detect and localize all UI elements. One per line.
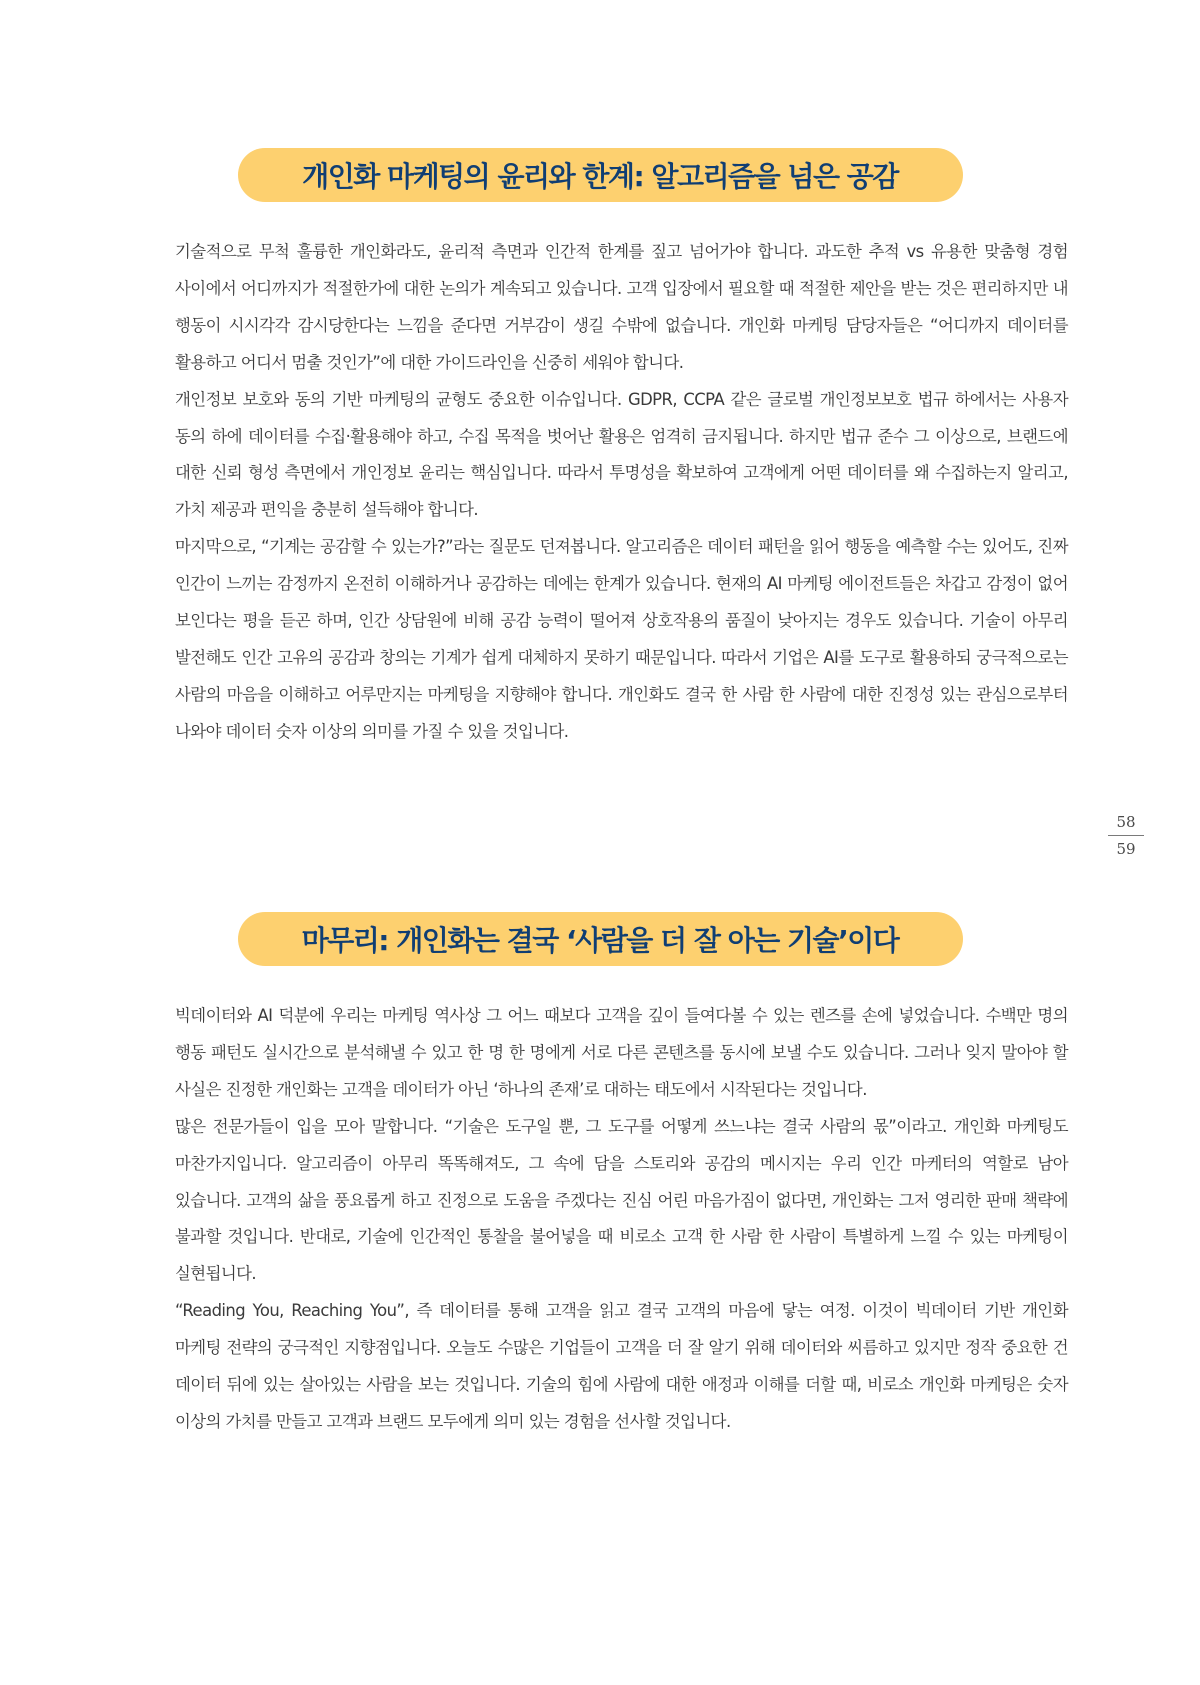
section-body xyxy=(175,234,1068,751)
body-paragraph: 기술적으로 무척 훌륭한 개인화라도, 윤리적 측면과 인간적 한계를 짚고 넘어가야 합니다. 과도한 추적 vs 유용한 맞춤형 경험 사이에서 어디까지가 적절한가에 대한 논의가 계속되고 있습니다. 고객 입장에서 필요할 때 적절한 제안을 받는 것은 편리하지만 내 행동이 시시각각 감시당한다는 느낌을 준다면 거부감이 생길 수밖에 없습니다. 개인화 마케팅 담당자들은 “어디까지 데이터를 활용하고 어디서 멈출 것인가”에 대한 가이드라인을 신중히 세워야 합니다. xyxy=(175,242,1068,372)
page-number-left: 58 xyxy=(1116,813,1136,831)
section-conclusion xyxy=(0,912,1200,1441)
page-number-divider xyxy=(1108,835,1144,836)
section-title: 개인화 마케팅의 윤리와 한계: 알고리즘을 넘은 공감 xyxy=(302,160,898,193)
section-title: 마무리: 개인화는 결국 ‘사람을 더 잘 아는 기술’이다 xyxy=(301,924,899,957)
section-title-banner xyxy=(238,148,963,202)
section-ethics xyxy=(0,148,1200,751)
body-paragraph: 빅데이터와 AI 덕분에 우리는 마케팅 역사상 그 어느 때보다 고객을 깊이 들여다볼 수 있는 렌즈를 손에 넣었습니다. 수백만 명의 행동 패턴도 실시간으로 분석해낼 수 있고 한 명 한 명에게 서로 다른 콘텐츠를 동시에 보낼 수도 있습니다. 그러나 잊지 말아야 할 사실은 진정한 개인화는 고객을 데이터가 아닌 ‘하나의 존재’로 대하는 태도에서 시작된다는 것입니다. xyxy=(175,1006,1068,1099)
body-paragraph: 많은 전문가들이 입을 모아 말합니다. “기술은 도구일 뿐, 그 도구를 어떻게 쓰느냐는 결국 사람의 몫”이라고. 개인화 마케팅도 마찬가지입니다. 알고리즘이 아무리 똑똑해져도, 그 속에 담을 스토리와 공감의 메시지는 우리 인간 마케터의 역할로 남아 있습니다. 고객의 삶을 풍요롭게 하고 진정으로 도움을 주겠다는 진심 어린 마음가짐이 없다면, 개인화는 그저 영리한 판매 책략에 불과할 것입니다. 반대로, 기술에 인간적인 통찰을 불어넣을 때 비로소 고객 한 사람 한 사람이 특별하게 느낄 수 있는 마케팅이 실현됩니다. xyxy=(175,1116,1068,1284)
section-body xyxy=(175,998,1068,1441)
page-number-block xyxy=(1108,812,1144,859)
page-number-right: 59 xyxy=(1116,840,1136,858)
body-paragraph: “Reading You, Reaching You”, 즉 데이터를 통해 고객을 읽고 결국 고객의 마음에 닿는 여정. 이것이 빅데이터 기반 개인화 마케팅 전략의 궁극적인 지향점입니다. 오늘도 수많은 기업들이 고객을 더 잘 알기 위해 데이터와 씨름하고 있지만 정작 중요한 건 데이터 뒤에 있는 살아있는 사람을 보는 것입니다. 기술의 힘에 사람에 대한 애정과 이해를 더할 때, 비로소 개인화 마케팅은 숫자 이상의 가치를 만들고 고객과 브랜드 모두에게 의미 있는 경험을 선사할 것입니다. xyxy=(175,1301,1068,1431)
body-paragraph: 개인정보 보호와 동의 기반 마케팅의 균형도 중요한 이슈입니다. GDPR, CCPA 같은 글로벌 개인정보보호 법규 하에서는 사용자 동의 하에 데이터를 수집·활용해야 하고, 수집 목적을 벗어난 활용은 엄격히 금지됩니다. 하지만 법규 준수 그 이상으로, 브랜드에 대한 신뢰 형성 측면에서 개인정보 윤리는 핵심입니다. 따라서 투명성을 확보하여 고객에게 어떤 데이터를 왜 수집하는지 알리고, 가치 제공과 편익을 충분히 설득해야 합니다. xyxy=(175,389,1068,520)
section-title-banner xyxy=(238,912,963,966)
body-paragraph: 마지막으로, “기계는 공감할 수 있는가?”라는 질문도 던져봅니다. 알고리즘은 데이터 패턴을 읽어 행동을 예측할 수는 있어도, 진짜 인간이 느끼는 감정까지 온전히 이해하거나 공감하는 데에는 한계가 있습니다. 현재의 AI 마케팅 에이전트들은 차갑고 감정이 없어 보인다는 평을 듣곤 하며, 인간 상담원에 비해 공감 능력이 떨어져 상호작용의 품질이 낮아지는 경우도 있습니다. 기술이 아무리 발전해도 인간 고유의 공감과 창의는 기계가 쉽게 대체하지 못하기 때문입니다. 따라서 기업은 AI를 도구로 활용하되 궁극적으로는 사람의 마음을 이해하고 어루만지는 마케팅을 지향해야 합니다. 개인화도 결국 한 사람 한 사람에 대한 진정성 있는 관심으로부터 나와야 데이터 숫자 이상의 의미를 가질 수 있을 것입니다. xyxy=(175,537,1068,741)
